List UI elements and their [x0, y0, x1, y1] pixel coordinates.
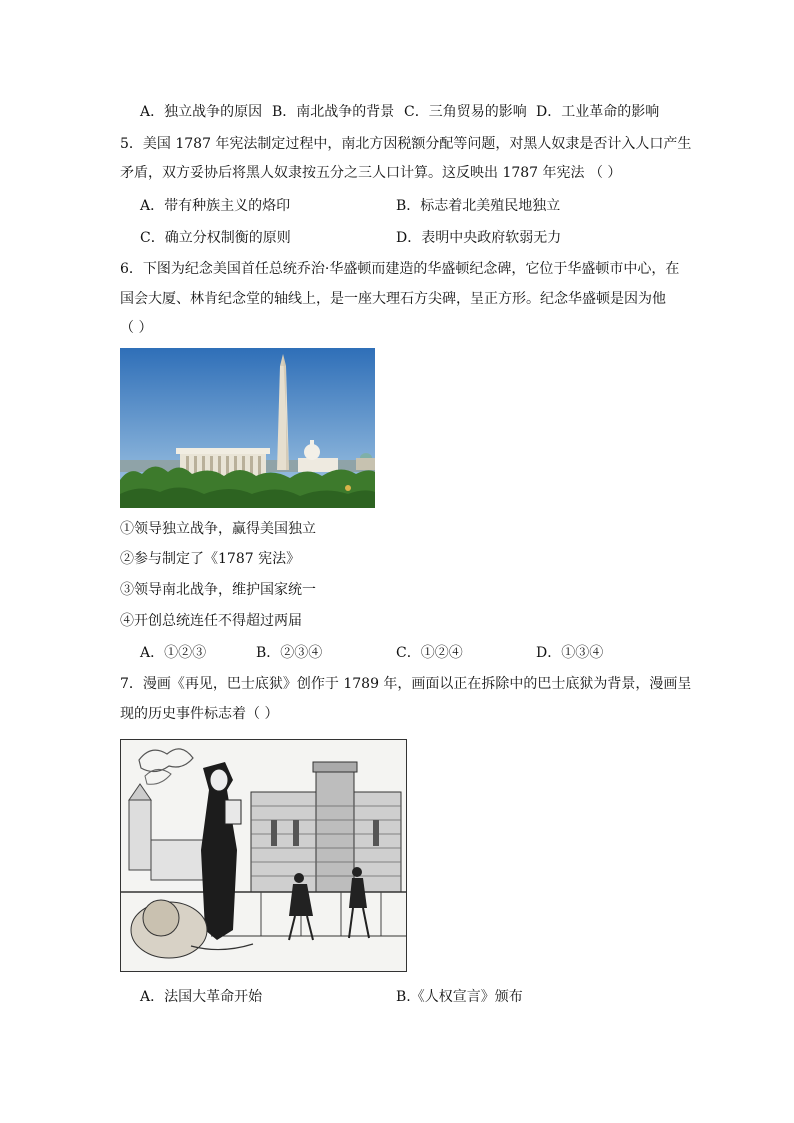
- q6-option-b[interactable]: B．②③④: [256, 645, 323, 661]
- q5-option-d[interactable]: D．表明中央政府软弱无力: [396, 230, 562, 246]
- washington-monument-photo: [120, 348, 375, 508]
- q6-statement-3: ③领导南北战争，维护国家统一: [120, 582, 316, 598]
- q6-stem-line1: 6．下图为纪念美国首任总统乔治·华盛顿而建造的华盛顿纪念碑，它位于华盛顿市中心，在: [120, 261, 680, 277]
- q7-option-a[interactable]: A．法国大革命开始: [140, 989, 263, 1005]
- q5-option-b[interactable]: B．标志着北美殖民地独立: [396, 198, 561, 214]
- q7-stem-line2: 现的历史事件标志着（ ）: [120, 706, 279, 722]
- q7-stem-line1: 7．漫画《再见，巴士底狱》创作于 1789 年，画面以正在拆除中的巴士底狱为背景，漫画呈: [120, 676, 692, 692]
- q5-stem-line1: 5．美国 1787 年宪法制定过程中，南北方因税额分配等问题，对黑人奴隶是否计入人口产生: [120, 136, 692, 152]
- q6-option-c[interactable]: C．①②④: [396, 645, 463, 661]
- q6-statement-4: ④开创总统连任不得超过两届: [120, 613, 302, 629]
- q5-option-a[interactable]: A．带有种族主义的烙印: [140, 198, 291, 214]
- q4-option-a[interactable]: A．独立战争的原因: [140, 104, 263, 120]
- q6-option-a[interactable]: A．①②③: [140, 645, 207, 661]
- q5-option-c[interactable]: C．确立分权制衡的原则: [140, 230, 291, 246]
- q6-stem-line2: 国会大厦、林肯纪念堂的轴线上，是一座大理石方尖碑，呈正方形。纪念华盛顿是因为他: [120, 291, 666, 307]
- q7-option-b[interactable]: B.《人权宣言》颁布: [396, 989, 523, 1005]
- q6-stem-line3: （ ）: [120, 320, 153, 336]
- q6-option-d[interactable]: D．①③④: [536, 645, 604, 661]
- q4-option-c[interactable]: C．三角贸易的影响: [404, 104, 527, 120]
- q4-option-d[interactable]: D．工业革命的影响: [536, 104, 660, 120]
- q6-statement-2: ②参与制定了《1787 宪法》: [120, 551, 301, 567]
- q5-stem-line2: 矛盾，双方妥协后将黑人奴隶按五分之三人口计算。这反映出 1787 年宪法 （ ）: [120, 165, 622, 181]
- q4-option-b[interactable]: B．南北战争的背景: [272, 104, 395, 120]
- bastille-cartoon: [120, 739, 407, 972]
- q6-statement-1: ①领导独立战争，赢得美国独立: [120, 521, 316, 537]
